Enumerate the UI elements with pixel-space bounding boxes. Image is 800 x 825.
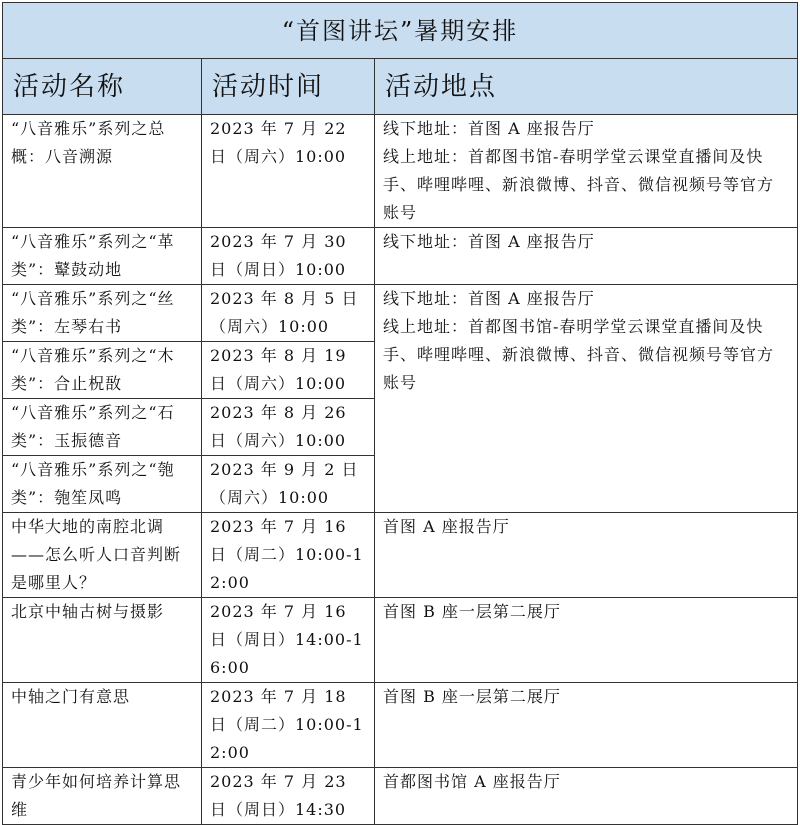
activity-time: 2023 年 8 月 26 日（周六）10:00 xyxy=(202,399,375,456)
table-row xyxy=(3,285,798,342)
activity-location xyxy=(375,115,798,228)
table-row xyxy=(3,228,798,285)
header-activity-location: 活动地点 xyxy=(375,59,798,115)
table-row xyxy=(3,598,798,683)
title-row xyxy=(3,3,798,59)
activity-name: “八音雅乐”系列之“木类”：合止柷敔 xyxy=(3,342,202,399)
activity-name: 中华大地的南腔北调——怎么听人口音判断是哪里人？ xyxy=(3,513,202,598)
location-online: 线上地址：首都图书馆-春明学堂云课堂直播间及快手、哔哩哔哩、新浪微博、抖音、微信视频号等官方账号 xyxy=(383,317,775,392)
location-offline: 线下地址：首图 A 座报告厅 xyxy=(383,289,595,308)
table-row xyxy=(3,115,798,228)
activity-name: “八音雅乐”系列之“丝类”：左琴右书 xyxy=(3,285,202,342)
activity-time: 2023 年 7 月 18 日（周二）10:00-12:00 xyxy=(202,683,375,768)
activity-name: “八音雅乐”系列之总概：八音溯源 xyxy=(3,115,202,228)
activity-name: “八音雅乐”系列之“石类”：玉振德音 xyxy=(3,399,202,456)
table-title: “首图讲坛”暑期安排 xyxy=(3,3,798,59)
activity-time: 2023 年 9 月 2 日（周六）10:00 xyxy=(202,456,375,513)
activity-time: 2023 年 7 月 30 日（周日）10:00 xyxy=(202,228,375,285)
activity-time: 2023 年 8 月 5 日（周六）10:00 xyxy=(202,285,375,342)
activity-name: 青少年如何培养计算思维 xyxy=(3,768,202,825)
activity-time: 2023 年 7 月 16 日（周日）14:00-16:00 xyxy=(202,598,375,683)
header-activity-time: 活动时间 xyxy=(202,59,375,115)
activity-time: 2023 年 8 月 19 日（周六）10:00 xyxy=(202,342,375,399)
header-row xyxy=(3,59,798,115)
activity-location-merged xyxy=(375,285,798,513)
activity-name: 北京中轴古树与摄影 xyxy=(3,598,202,683)
activity-location: 首都图书馆 A 座报告厅 xyxy=(375,768,798,825)
header-activity-name: 活动名称 xyxy=(3,59,202,115)
location-online: 线上地址：首都图书馆-春明学堂云课堂直播间及快手、哔哩哔哩、新浪微博、抖音、微信视频号等官方账号 xyxy=(383,147,775,222)
activity-time: 2023 年 7 月 16 日（周二）10:00-12:00 xyxy=(202,513,375,598)
location-offline: 线下地址：首图 A 座报告厅 xyxy=(383,119,595,138)
activity-location: 首图 B 座一层第二展厅 xyxy=(375,683,798,768)
activity-name: “八音雅乐”系列之“匏类”：匏笙凤鸣 xyxy=(3,456,202,513)
activity-time: 2023 年 7 月 23 日（周日）14:30 xyxy=(202,768,375,825)
table-row xyxy=(3,683,798,768)
schedule-table xyxy=(2,2,798,825)
activity-name: 中轴之门有意思 xyxy=(3,683,202,768)
activity-location: 线下地址：首图 A 座报告厅 xyxy=(375,228,798,285)
activity-time: 2023 年 7 月 22 日（周六）10:00 xyxy=(202,115,375,228)
table-row xyxy=(3,768,798,825)
table-row xyxy=(3,513,798,598)
activity-name: “八音雅乐”系列之“革类”：鼙鼓动地 xyxy=(3,228,202,285)
activity-location: 首图 A 座报告厅 xyxy=(375,513,798,598)
activity-location: 首图 B 座一层第二展厅 xyxy=(375,598,798,683)
